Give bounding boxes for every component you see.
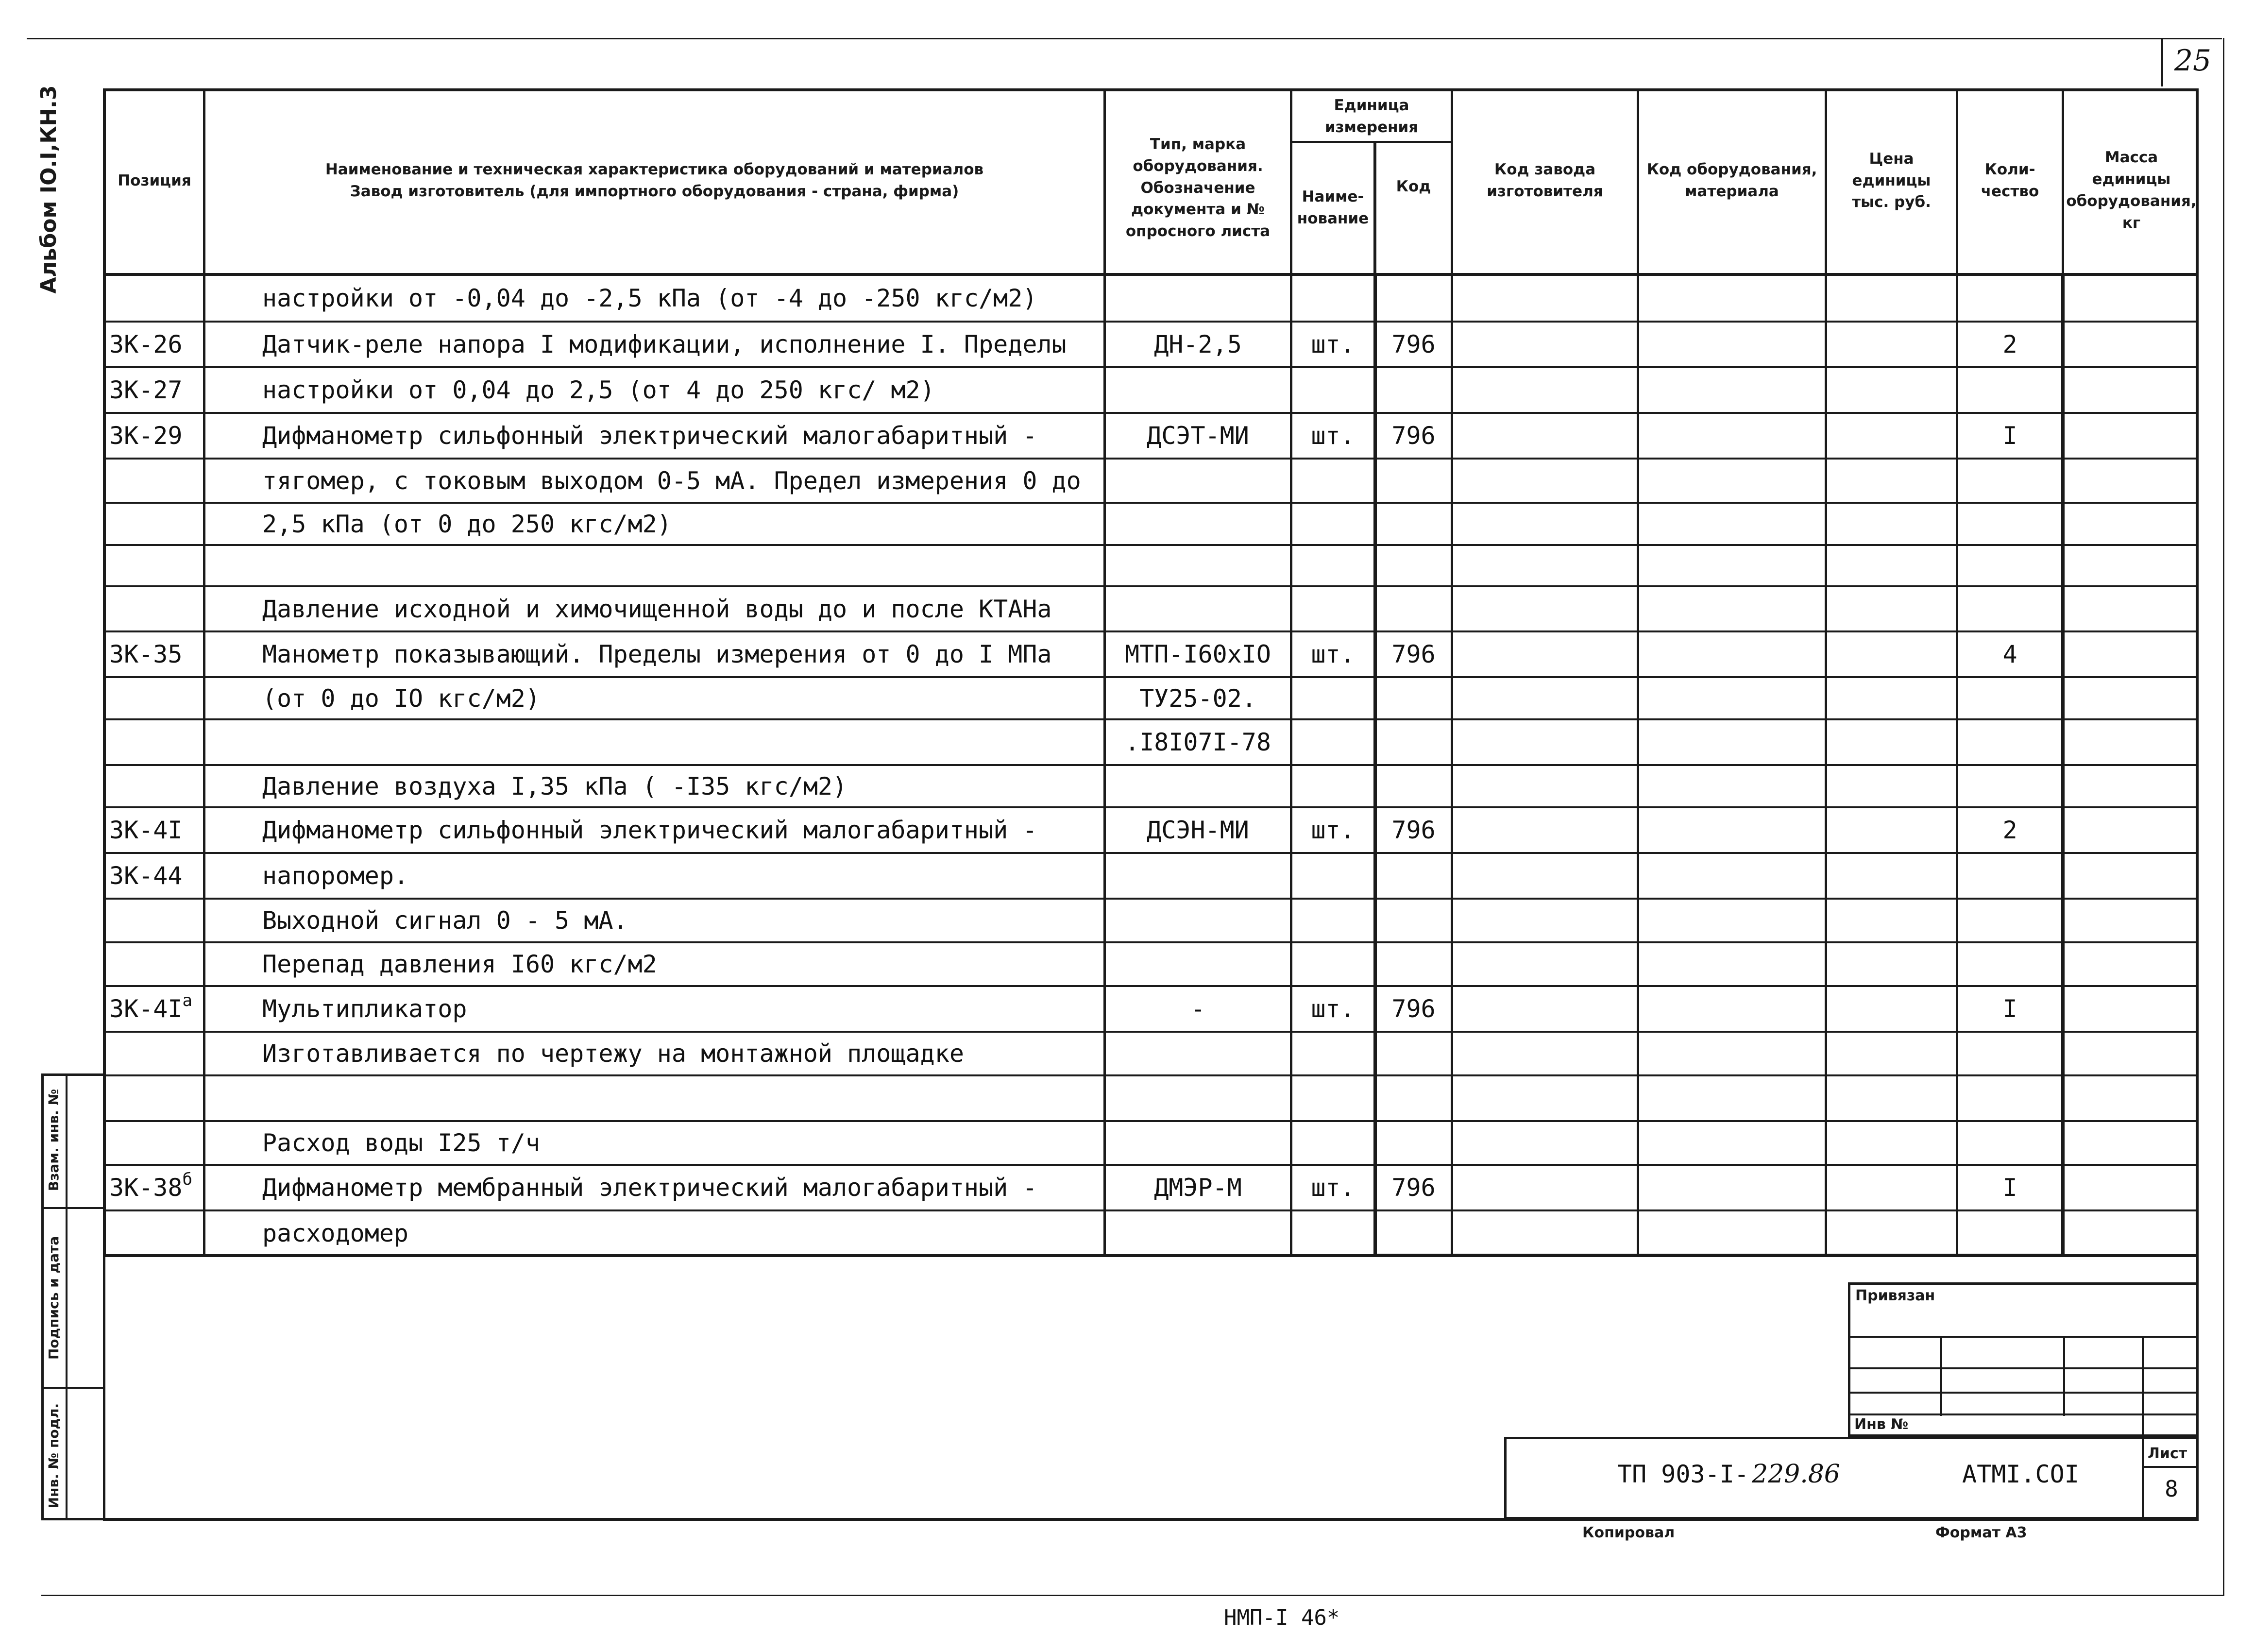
header-factory-code: Код завода изготовителя bbox=[1487, 161, 1603, 200]
sheet-number-box-left bbox=[2161, 38, 2163, 86]
row-name: Дифманометр сильфонный электрический малогабаритный - bbox=[262, 422, 1037, 450]
row-name: Дифманометр мембранный электрический малогабаритный - bbox=[262, 1174, 1037, 1202]
row-unit: шт. bbox=[1311, 816, 1355, 844]
header-name: Наименование и техническая характеристика оборудований и материалов Завод изготовитель (для импортного оборудования - страна, фирма) bbox=[325, 161, 984, 200]
row-name: Дифманометр сильфонный электрический малогабаритный - bbox=[262, 816, 1037, 844]
left-strip-line bbox=[41, 1387, 105, 1389]
row-unit: шт. bbox=[1311, 995, 1355, 1023]
row-code: 796 bbox=[1391, 995, 1436, 1023]
row-name: Расход воды I25 т/ч bbox=[262, 1129, 540, 1157]
row-position: 3К-44 bbox=[109, 862, 183, 890]
row-position: 3К-4I $^а$ bbox=[109, 991, 192, 1023]
stamp-doc-frame bbox=[1504, 1437, 2199, 1519]
top-edge-line bbox=[27, 38, 2222, 39]
position-superscript: а bbox=[182, 991, 192, 1010]
row-name: тягомер, с токовым выходом 0-5 мА. Предел измерения 0 до bbox=[262, 466, 1081, 495]
stamp-line bbox=[1848, 1392, 2199, 1394]
row-position: 3К-27 bbox=[109, 376, 183, 404]
stamp-line bbox=[1848, 1367, 2199, 1369]
stamp-line bbox=[1848, 1336, 2199, 1338]
row-type: МТП-I60хIO bbox=[1124, 640, 1271, 668]
stamp-bound-label: Привязан bbox=[1855, 1287, 1935, 1304]
footer-format-label: Формат А3 bbox=[1935, 1524, 2027, 1541]
row-name: 2,5 кПа (от 0 до 250 кгс/м2) bbox=[262, 510, 672, 538]
frame-right-line bbox=[2223, 38, 2224, 1596]
row-type: ДСЭН-МИ bbox=[1147, 816, 1249, 844]
left-strip-inv-podl: Инв. № подл. bbox=[45, 1403, 62, 1509]
left-strip-sign-date: Подпись и дата bbox=[45, 1236, 62, 1360]
row-position: 3К-35 bbox=[109, 640, 183, 668]
row-position: 3К-38 $^б$ bbox=[109, 1170, 192, 1202]
stamp-inv-label: Инв № bbox=[1854, 1416, 1909, 1433]
header-unit-name: Наиме- нование bbox=[1297, 188, 1369, 227]
stamp-sheet-value: 8 bbox=[2165, 1476, 2178, 1502]
row-unit: шт. bbox=[1311, 1174, 1355, 1202]
stamp-handwritten-number: 229.86 bbox=[1751, 1460, 1840, 1489]
row-name: напоромер. bbox=[262, 862, 409, 890]
row-name: Давление воздуха I,35 кПа ( -I35 кгс/м2) bbox=[262, 772, 847, 800]
row-position: 3К-29 bbox=[109, 422, 183, 450]
row-position: 3К-26 bbox=[109, 330, 183, 358]
row-unit: шт. bbox=[1311, 422, 1355, 450]
position-superscript: б bbox=[182, 1170, 192, 1189]
row-quantity: 2 bbox=[2002, 816, 2017, 844]
row-name: (от 0 до IO кгс/м2) bbox=[262, 684, 540, 713]
header-type: Тип, марка оборудования. Обозначение документа и № опросного листа bbox=[1125, 135, 1271, 240]
footer-bottom-code: НМП-I 46* bbox=[1224, 1605, 1340, 1630]
row-code: 796 bbox=[1391, 816, 1436, 844]
row-name: Перепад давления I60 кгс/м2 bbox=[262, 950, 657, 978]
stamp-col bbox=[1940, 1336, 1942, 1416]
row-name: Датчик-реле напора I модификации, исполнение I. Пределы bbox=[262, 330, 1067, 358]
row-code: 796 bbox=[1391, 640, 1436, 668]
row-name: настройки от -0,04 до -2,5 кПа (от -4 до -250 кгс/м2) bbox=[262, 284, 1037, 312]
row-name: Манометр показывающий. Пределы измерения от 0 до I МПа bbox=[262, 640, 1052, 668]
row-quantity: 2 bbox=[2002, 330, 2017, 358]
row-name: Изготавливается по чертежу на монтажной площадке bbox=[262, 1039, 964, 1068]
row-unit: шт. bbox=[1311, 330, 1355, 358]
row-name: Мультипликатор bbox=[262, 995, 467, 1023]
row-quantity: 4 bbox=[2002, 640, 2017, 668]
stamp-col bbox=[2142, 1336, 2144, 1437]
row-code: 796 bbox=[1391, 330, 1436, 358]
sheet-number: 25 bbox=[2174, 44, 2212, 78]
row-type: ДСЭТ-МИ bbox=[1147, 422, 1249, 450]
stamp-sheet-line bbox=[2142, 1466, 2199, 1468]
row-type: - bbox=[1190, 995, 1205, 1023]
row-code: 796 bbox=[1391, 1174, 1436, 1202]
header-equipment-code: Код оборудования, материала bbox=[1646, 161, 1817, 200]
stamp-line bbox=[1848, 1414, 2199, 1415]
stamp-sheet-divider bbox=[2142, 1437, 2144, 1519]
album-label: Альбом IO.I,КН.3 bbox=[36, 85, 61, 294]
header-unit-code: Код bbox=[1396, 177, 1431, 195]
row-unit: шт. bbox=[1311, 640, 1355, 668]
stamp-document-number: ТП 903-I- 229.86 bbox=[1617, 1460, 1840, 1489]
row-name: расходомер bbox=[262, 1219, 409, 1247]
left-strip-vzam: Взам. инв. № bbox=[45, 1089, 62, 1192]
row-type: ДМЭР-М bbox=[1154, 1174, 1242, 1202]
header-quantity: Коли- чество bbox=[1981, 161, 2039, 200]
header-unit: Единица измерения bbox=[1324, 97, 1419, 136]
row-quantity: I bbox=[2002, 995, 2017, 1023]
row-name: настройки от 0,04 до 2,5 (от 4 до 250 кгс/ м2) bbox=[262, 376, 935, 404]
row-quantity: I bbox=[2002, 422, 2017, 450]
row-type: ДН-2,5 bbox=[1154, 330, 1242, 358]
stamp-col bbox=[2063, 1336, 2065, 1416]
row-position: 3К-4I bbox=[109, 816, 183, 844]
footer-copied-label: Копировал bbox=[1582, 1524, 1675, 1541]
left-strip-divider bbox=[66, 1073, 68, 1520]
stamp-document-code: АТМI.COI bbox=[1962, 1460, 2079, 1488]
header-mass: Масса единицы оборудования, кг bbox=[2066, 149, 2197, 232]
row-name: Выходной сигнал 0 - 5 мА. bbox=[262, 906, 628, 935]
header-price: Цена единицы тыс. руб. bbox=[1852, 150, 1931, 211]
header-position: Позиция bbox=[118, 171, 191, 189]
bottom-outer-line bbox=[41, 1595, 2224, 1596]
left-strip-line bbox=[41, 1207, 105, 1209]
stamp-sheet-label: Лист bbox=[2148, 1445, 2187, 1462]
row-name: Давление исходной и химочищенной воды до и после КТАНа bbox=[262, 595, 1052, 623]
row-type: ТУ25-02. bbox=[1139, 684, 1256, 713]
row-code: 796 bbox=[1391, 422, 1436, 450]
row-quantity: I bbox=[2002, 1174, 2017, 1202]
row-type: .I8I07I-78 bbox=[1124, 728, 1271, 756]
